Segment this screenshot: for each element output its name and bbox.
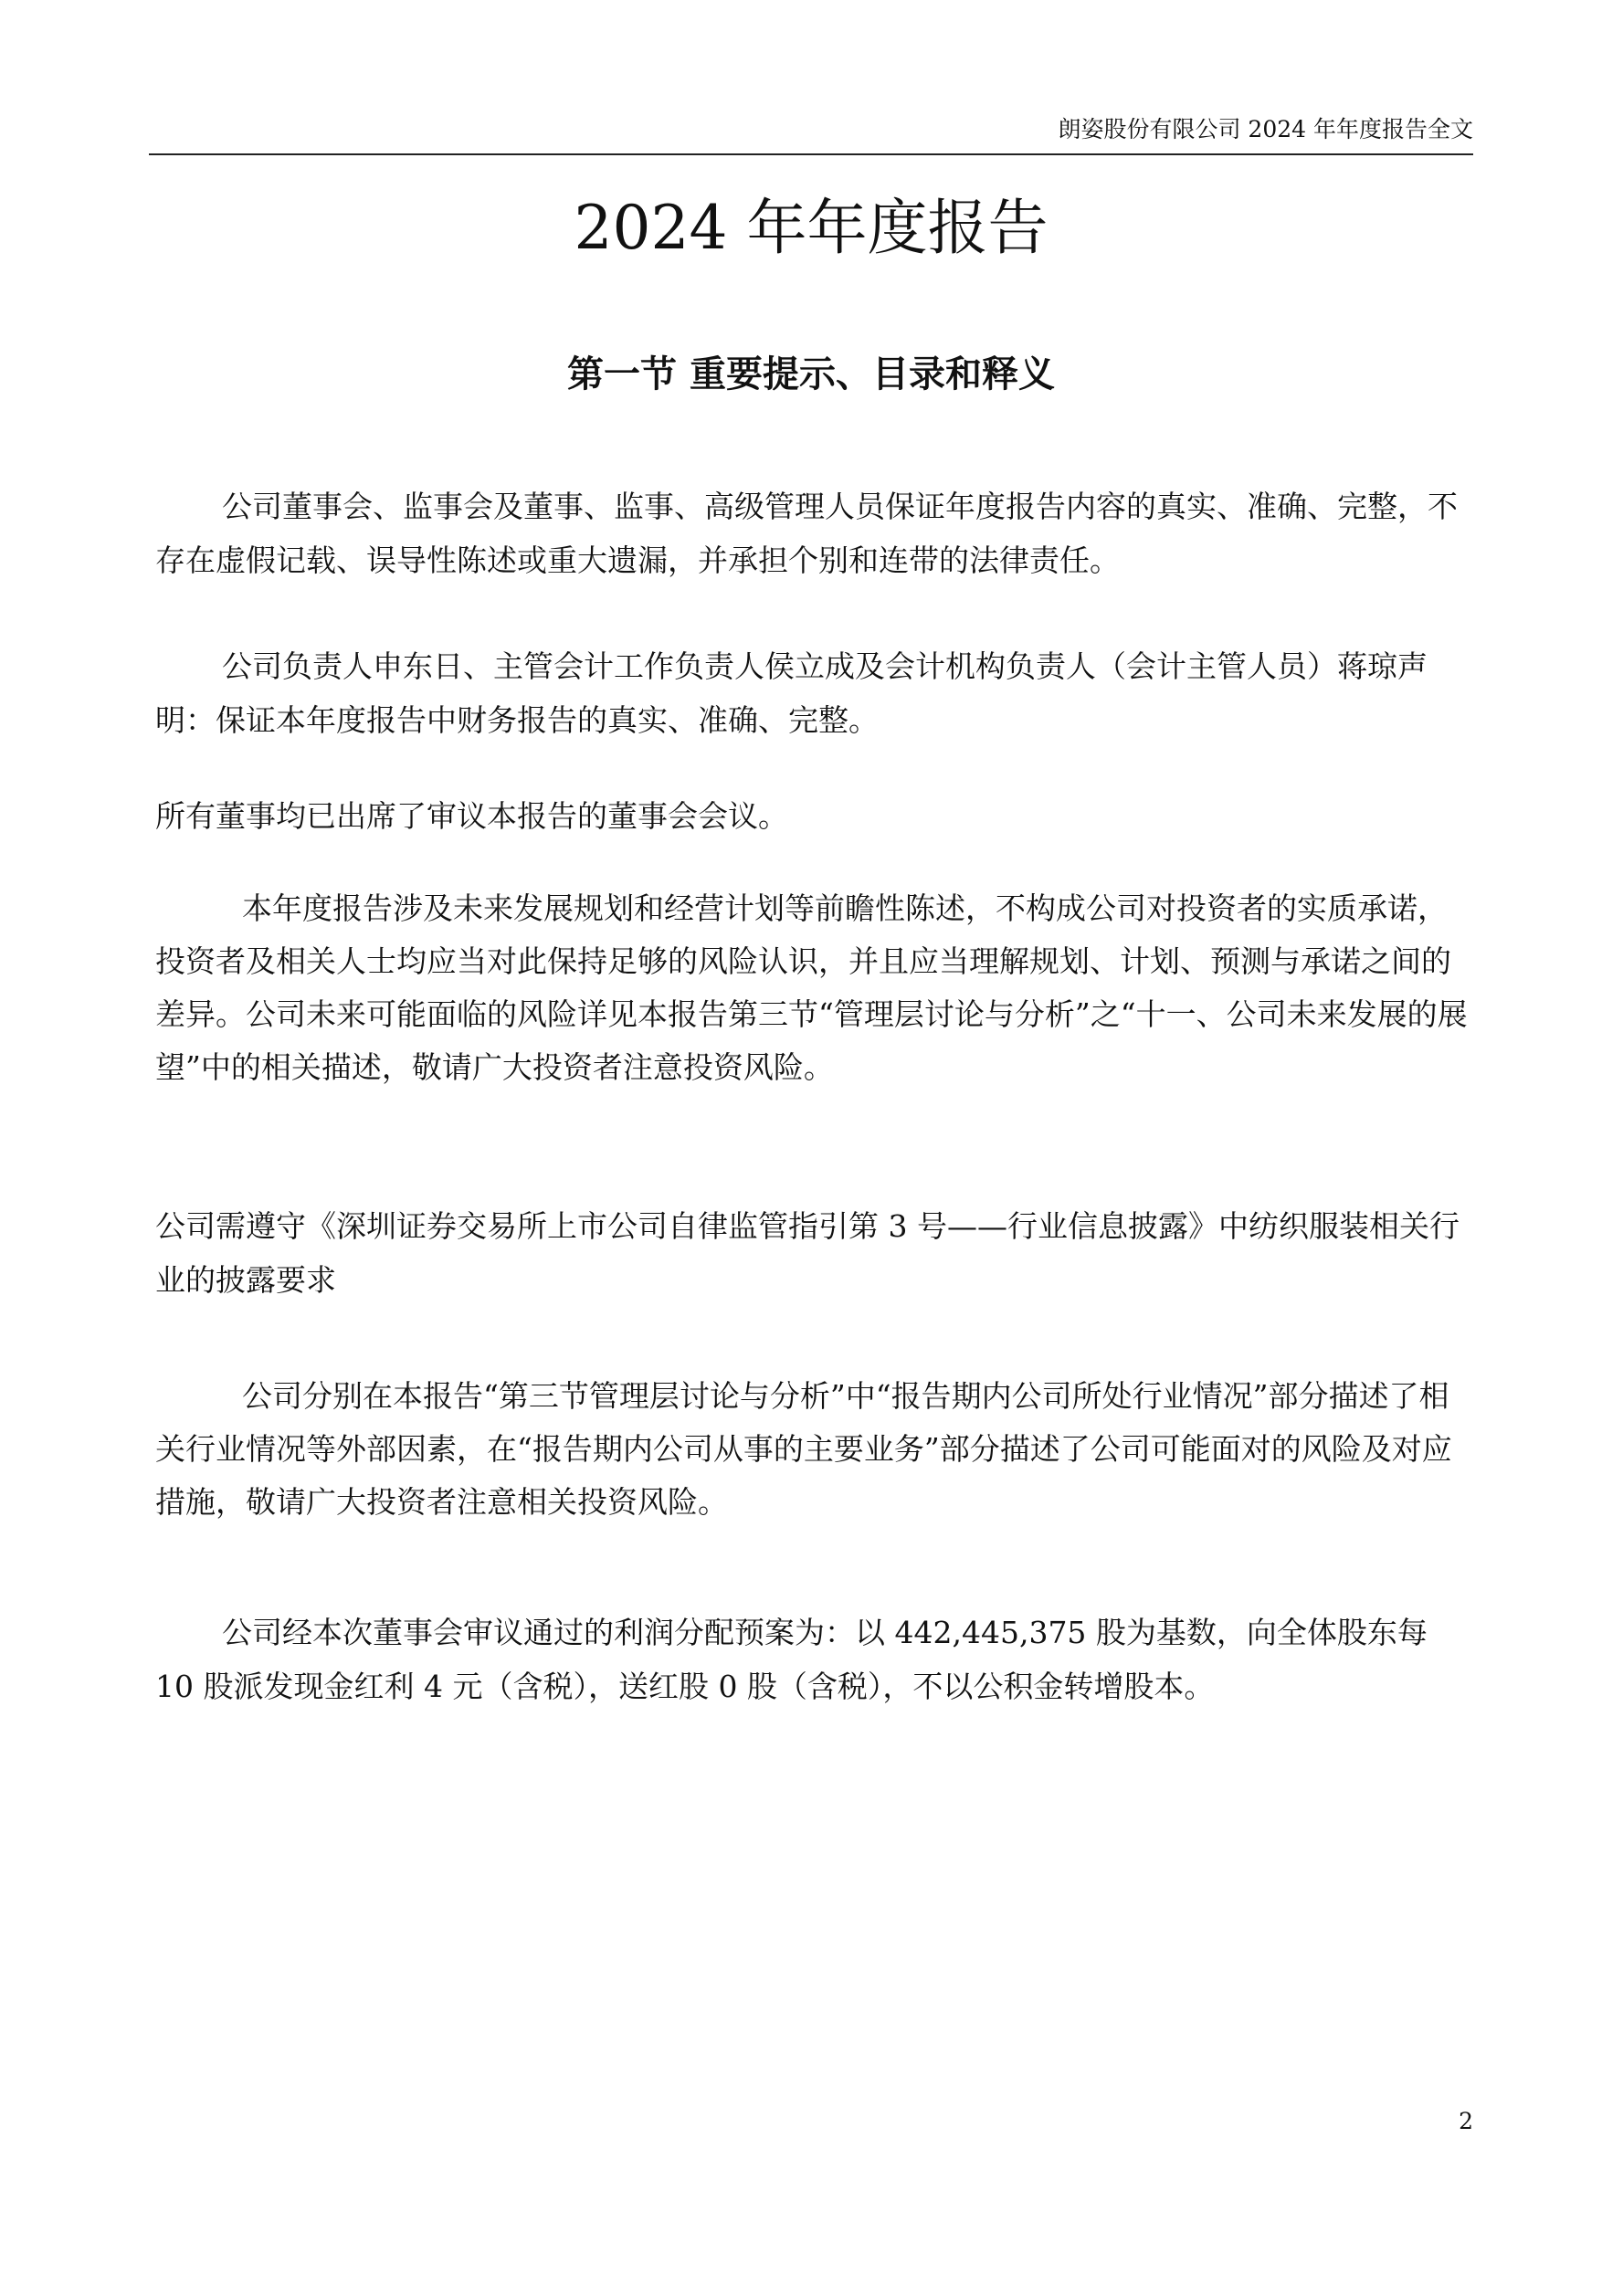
paragraph-responsible-persons-statement: 公司负责人申东日、主管会计工作负责人侯立成及会计机构负责人（会计主管人员）蒋琼声明：保证本年度报告中财务报告的真实、准确、完整。: [155, 648, 1428, 738]
paragraph-board-guarantee: 公司董事会、监事会及董事、监事、高级管理人员保证年度报告内容的真实、准确、完整，不存在虚假记载、误导性陈述或重大遗漏，并承担个别和连带的法律责任。: [155, 489, 1458, 578]
paragraph-forward-looking-statement: 本年度报告涉及未来发展规划和经营计划等前瞻性陈述，不构成公司对投资者的实质承诺，投资者及相关人士均应当对此保持足够的风险认识，并且应当理解规划、计划、预测与承诺之间的差异。公司未来可能面临的风险详见本报告第三节“管理层讨论与分析”之“十一、公司未来发展的展望”中的相关描述，敬请广大投资者注意投资风险。: [155, 890, 1468, 1085]
page-number: 2: [1459, 2108, 1473, 2134]
report-title: 2024 年年度报告: [574, 193, 1049, 263]
section-title: 第一节 重要提示、目录和释义: [567, 353, 1055, 395]
paragraph-directors-attendance: 所有董事均已出席了审议本报告的董事会会议。: [155, 798, 788, 834]
paragraph-profit-distribution: 公司经本次董事会审议通过的利润分配预案为：以 442,445,375 股为基数，向全体股东每 10 股派发现金红利 4 元（含税），送红股 0 股（含税），不以公积金转增股本。: [155, 1615, 1428, 1704]
running-header: [149, 111, 1473, 155]
paragraph-risk-description: 公司分别在本报告“第三节管理层讨论与分析”中“报告期内公司所处行业情况”部分描述了相关行业情况等外部因素，在“报告期内公司从事的主要业务”部分描述了公司可能面对的风险及对应措施，敬请广大投资者注意相关投资风险。: [155, 1378, 1452, 1520]
running-header-text: 朗姿股份有限公司 2024 年年度报告全文: [1058, 116, 1473, 142]
paragraph-disclosure-requirement: 公司需遵守《深圳证券交易所上市公司自律监管指引第 3 号——行业信息披露》中纺织服装相关行业的披露要求: [155, 1208, 1460, 1298]
